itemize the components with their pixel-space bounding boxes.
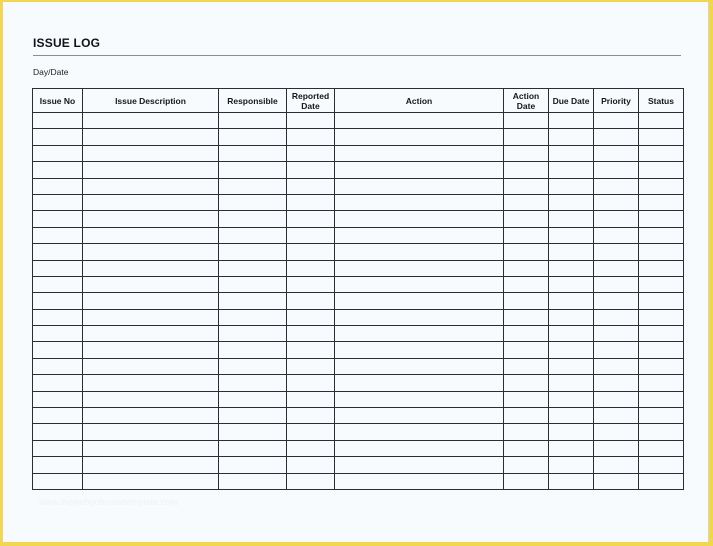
table-body [33,113,684,490]
table-cell [219,244,287,260]
table-cell [594,227,639,243]
table-cell [504,260,549,276]
table-cell [219,358,287,374]
table-cell [594,145,639,161]
table-cell [33,260,83,276]
table-cell [33,293,83,309]
table-cell [504,309,549,325]
table-cell [504,457,549,473]
table-cell [335,473,504,489]
table-cell [287,326,335,342]
table-cell [549,440,594,456]
table-cell [219,211,287,227]
table-cell [83,309,219,325]
header-responsible: Responsible [219,89,287,113]
table-cell [594,162,639,178]
table-cell [594,244,639,260]
table-cell [335,194,504,210]
table-cell [639,293,684,309]
table-cell [639,440,684,456]
table-cell [287,440,335,456]
table-cell [83,473,219,489]
table-header-row [33,89,684,113]
table-cell [219,260,287,276]
table-cell [335,358,504,374]
table-cell [335,309,504,325]
title-underline [33,55,681,56]
table-row [33,309,684,325]
table-cell [504,145,549,161]
table-cell [549,375,594,391]
table-cell [33,375,83,391]
table-cell [33,342,83,358]
table-cell [219,375,287,391]
table-cell [83,358,219,374]
table-cell [83,375,219,391]
table-row [33,244,684,260]
table-cell [504,391,549,407]
table-cell [219,162,287,178]
table-cell [594,293,639,309]
table-cell [594,326,639,342]
table-row [33,162,684,178]
table-cell [594,178,639,194]
table-cell [287,113,335,129]
table-cell [549,293,594,309]
table-cell [639,424,684,440]
table-cell [335,424,504,440]
header-issue-description: Issue Description [83,89,219,113]
table-cell [639,309,684,325]
table-cell [594,113,639,129]
table-row [33,326,684,342]
table-cell [83,440,219,456]
table-cell [504,293,549,309]
table-cell [335,342,504,358]
table-cell [287,342,335,358]
table-cell [335,227,504,243]
table-cell [594,211,639,227]
table-cell [287,309,335,325]
table-cell [594,457,639,473]
table-cell [287,276,335,292]
table-cell [33,145,83,161]
table-cell [219,276,287,292]
table-cell [594,309,639,325]
table-cell [33,162,83,178]
table-cell [219,342,287,358]
table-cell [287,211,335,227]
table-cell [594,276,639,292]
table-cell [335,162,504,178]
issue-log-page [2,2,709,542]
table-cell [33,113,83,129]
table-cell [335,375,504,391]
table-cell [83,113,219,129]
table-cell [33,194,83,210]
table-cell [287,408,335,424]
table-cell [639,326,684,342]
header-issue-no: Issue No [33,89,83,113]
table-row [33,473,684,489]
table-row [33,408,684,424]
table-cell [549,145,594,161]
table-cell [549,260,594,276]
table-cell [33,309,83,325]
table-cell [335,244,504,260]
table-cell [83,178,219,194]
table-cell [549,129,594,145]
header-priority: Priority [594,89,639,113]
table-cell [594,129,639,145]
table-cell [33,211,83,227]
table-row [33,375,684,391]
table-cell [504,440,549,456]
table-cell [219,408,287,424]
table-cell [335,178,504,194]
table-cell [594,375,639,391]
table-cell [287,227,335,243]
table-cell [335,211,504,227]
table-cell [335,113,504,129]
table-cell [219,293,287,309]
table-cell [549,211,594,227]
table-cell [335,293,504,309]
table-cell [83,408,219,424]
table-cell [33,473,83,489]
table-row [33,260,684,276]
table-cell [594,408,639,424]
table-cell [83,227,219,243]
table-cell [33,178,83,194]
table-cell [594,194,639,210]
table-cell [504,358,549,374]
table-row [33,227,684,243]
table-cell [33,440,83,456]
day-date-label: Day/Date [33,67,69,77]
table-cell [33,457,83,473]
table-cell [594,391,639,407]
table-cell [504,162,549,178]
table-row [33,424,684,440]
table-cell [549,276,594,292]
table-row [33,211,684,227]
table-cell [219,424,287,440]
table-cell [83,244,219,260]
table-cell [83,424,219,440]
table-row [33,391,684,407]
table-cell [594,473,639,489]
table-cell [639,129,684,145]
table-cell [504,342,549,358]
table-cell [639,276,684,292]
table-cell [504,326,549,342]
header-action-date: Action Date [504,89,549,113]
table-cell [287,145,335,161]
table-cell [83,293,219,309]
table-cell [219,473,287,489]
table-cell [639,211,684,227]
table-cell [287,194,335,210]
table-cell [549,178,594,194]
table-cell [639,375,684,391]
table-cell [549,227,594,243]
table-cell [504,375,549,391]
header-action: Action [335,89,504,113]
table-row [33,129,684,145]
table-cell [219,113,287,129]
table-cell [335,457,504,473]
table-cell [549,424,594,440]
table-cell [594,424,639,440]
table-cell [219,145,287,161]
table-cell [287,178,335,194]
table-cell [219,440,287,456]
table-row [33,113,684,129]
table-cell [33,244,83,260]
table-cell [287,293,335,309]
table-cell [639,113,684,129]
table-cell [549,408,594,424]
table-row [33,440,684,456]
table-cell [33,227,83,243]
table-cell [504,244,549,260]
header-status: Status [639,89,684,113]
header-reported-date: Reported Date [287,89,335,113]
table-cell [33,276,83,292]
table-cell [335,440,504,456]
table-cell [287,473,335,489]
table-cell [504,473,549,489]
table-cell [594,440,639,456]
table-cell [83,391,219,407]
table-cell [219,129,287,145]
table-cell [639,358,684,374]
table-cell [335,129,504,145]
table-cell [83,260,219,276]
table-cell [594,342,639,358]
table-cell [33,408,83,424]
table-cell [83,194,219,210]
table-cell [504,129,549,145]
table-cell [549,473,594,489]
table-cell [83,457,219,473]
table-cell [33,391,83,407]
table-row [33,276,684,292]
page-title: ISSUE LOG [33,36,101,50]
table-cell [219,178,287,194]
table-cell [287,129,335,145]
watermark-text: www.thewebpotentialtemplate.com [39,497,178,507]
table-cell [335,276,504,292]
table-cell [639,194,684,210]
table-cell [287,391,335,407]
table-cell [287,260,335,276]
table-cell [504,276,549,292]
table-cell [219,309,287,325]
table-cell [83,145,219,161]
table-cell [639,457,684,473]
table-cell [83,342,219,358]
table-cell [639,391,684,407]
table-cell [549,113,594,129]
table-cell [219,326,287,342]
table-cell [639,473,684,489]
table-cell [639,145,684,161]
table-cell [639,244,684,260]
table-cell [335,408,504,424]
table-cell [549,342,594,358]
table-cell [287,457,335,473]
table-cell [83,129,219,145]
table-cell [33,326,83,342]
table-cell [83,326,219,342]
table-cell [504,178,549,194]
table-cell [549,391,594,407]
table-row [33,145,684,161]
table-cell [549,309,594,325]
table-cell [594,260,639,276]
table-cell [504,227,549,243]
table-cell [639,408,684,424]
table-cell [33,129,83,145]
table-cell [549,162,594,178]
table-cell [219,227,287,243]
table-cell [33,358,83,374]
table-row [33,358,684,374]
table-cell [287,375,335,391]
table-row [33,457,684,473]
table-cell [335,391,504,407]
table-cell [504,211,549,227]
table-cell [287,162,335,178]
table-cell [549,358,594,374]
table-cell [639,178,684,194]
table-row [33,293,684,309]
table-cell [504,408,549,424]
table-cell [639,162,684,178]
table-cell [219,194,287,210]
table-cell [594,358,639,374]
table-cell [549,326,594,342]
table-cell [335,260,504,276]
table-cell [639,342,684,358]
table-cell [83,162,219,178]
table-row [33,194,684,210]
table-cell [83,211,219,227]
table-cell [504,113,549,129]
table-cell [287,358,335,374]
table-cell [504,424,549,440]
table-cell [639,260,684,276]
table-cell [504,194,549,210]
table-cell [287,244,335,260]
table-cell [83,276,219,292]
table-cell [287,424,335,440]
table-cell [335,145,504,161]
table-cell [549,244,594,260]
table-cell [549,457,594,473]
table-row [33,342,684,358]
issue-log-table [32,88,684,490]
table-row [33,178,684,194]
table-cell [549,194,594,210]
table-cell [219,457,287,473]
table-cell [335,326,504,342]
header-due-date: Due Date [549,89,594,113]
table-cell [639,227,684,243]
table-cell [33,424,83,440]
table-cell [219,391,287,407]
